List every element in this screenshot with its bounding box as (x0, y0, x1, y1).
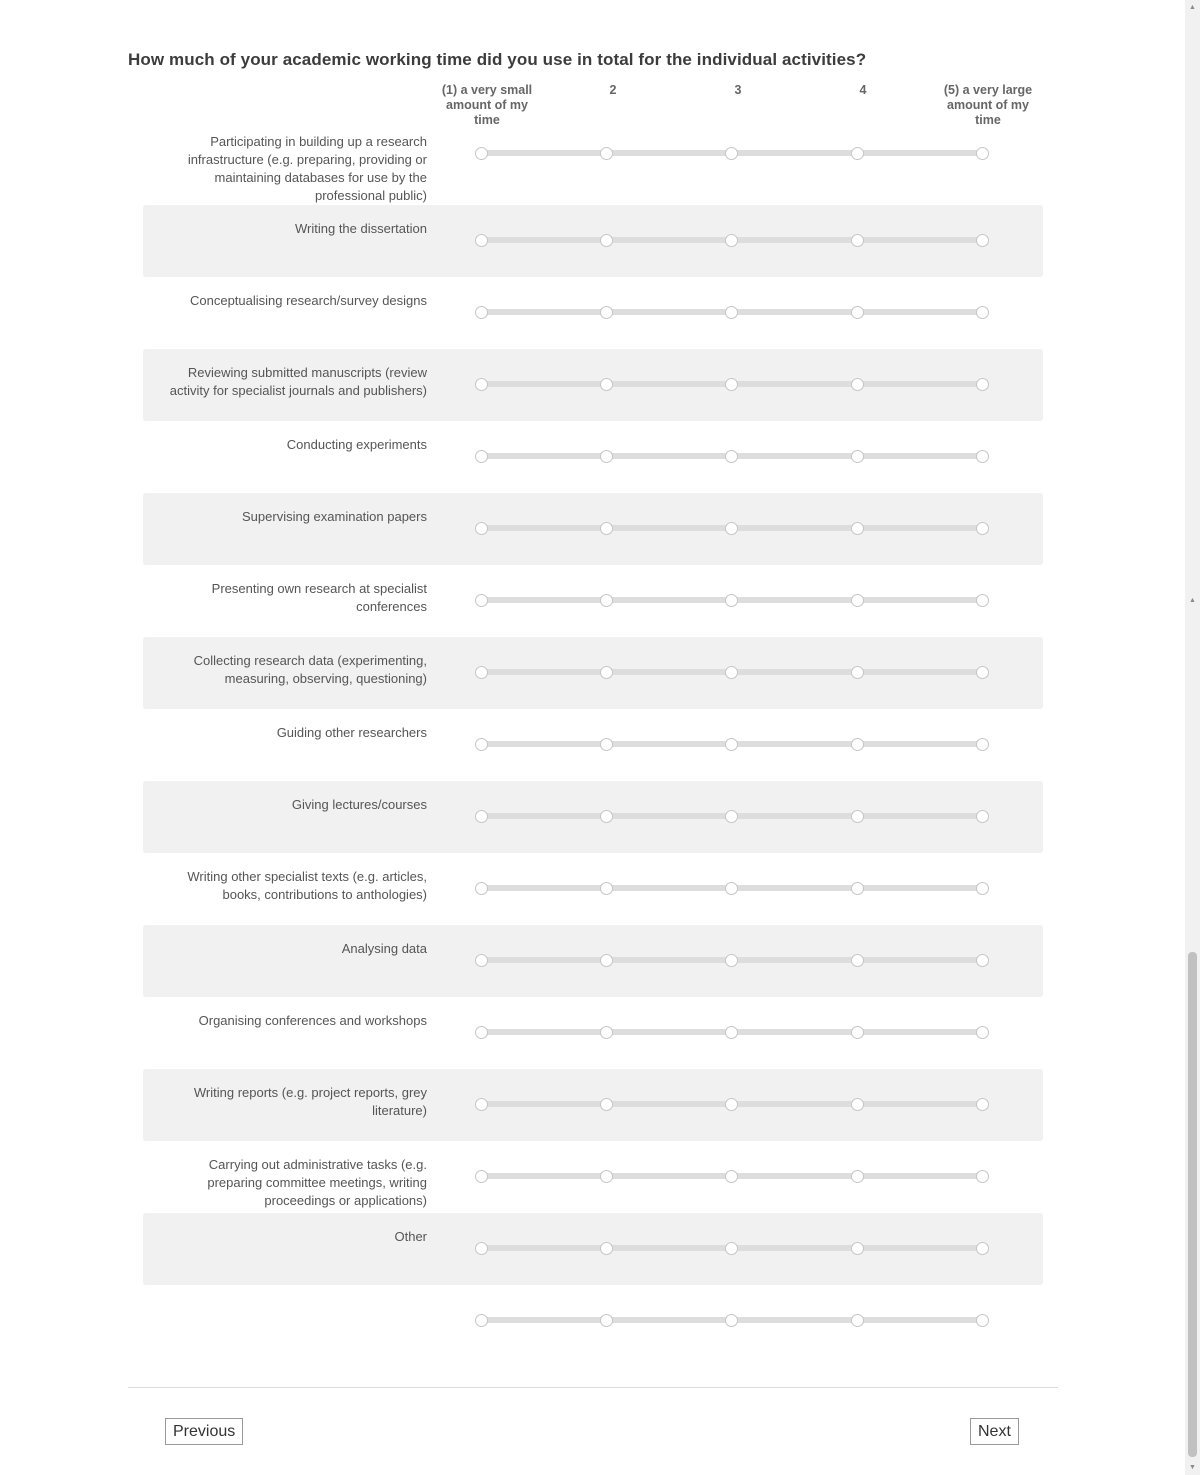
row-label: Writing other specialist texts (e.g. articles, books, contributions to anthologies) (187, 869, 427, 902)
rating-radio-2[interactable] (600, 522, 613, 535)
rating-radio-2[interactable] (600, 594, 613, 607)
rating-radio-4[interactable] (851, 1098, 864, 1111)
row-label: Supervising examination papers (242, 509, 427, 524)
rating-radio-5[interactable] (976, 234, 989, 247)
rating-radio-1[interactable] (475, 1026, 488, 1039)
rating-radio-3[interactable] (725, 1314, 738, 1327)
rating-radio-5[interactable] (976, 666, 989, 679)
rating-radio-5[interactable] (976, 738, 989, 751)
scroll-up-arrow-icon[interactable]: ▲ (1189, 4, 1196, 11)
rating-radio-2[interactable] (600, 378, 613, 391)
rating-radio-3[interactable] (725, 234, 738, 247)
row-label: Reviewing submitted manuscripts (review activity for specialist journals and publishers) (169, 365, 427, 398)
rating-radio-2[interactable] (600, 954, 613, 967)
previous-button[interactable]: Previous (165, 1418, 243, 1445)
rating-radio-1[interactable] (475, 522, 488, 535)
row-label: Collecting research data (experimenting, measuring, observing, questioning) (193, 653, 427, 686)
rating-radio-3[interactable] (725, 1170, 738, 1183)
matrix-row (143, 1213, 1043, 1285)
row-label: Presenting own research at specialist conferences (211, 581, 427, 614)
rating-radio-3[interactable] (725, 306, 738, 319)
rating-radio-1[interactable] (475, 738, 488, 751)
rating-radio-5[interactable] (976, 594, 989, 607)
rating-radio-5[interactable] (976, 450, 989, 463)
rating-radio-1[interactable] (475, 1170, 488, 1183)
rating-radio-1[interactable] (475, 594, 488, 607)
scroll-down-arrow-icon[interactable]: ▼ (1189, 1464, 1196, 1471)
scale-label-5: (5) a very large amount of my time (943, 83, 1033, 127)
rating-radio-1[interactable] (475, 1098, 488, 1111)
rating-radio-5[interactable] (976, 1242, 989, 1255)
rating-radio-1[interactable] (475, 882, 488, 895)
rating-radio-5[interactable] (976, 882, 989, 895)
rating-radio-3[interactable] (725, 738, 738, 751)
footer-divider (128, 1387, 1058, 1388)
row-label: Guiding other researchers (276, 725, 427, 740)
matrix-row (143, 997, 1043, 1069)
rating-radio-4[interactable] (851, 810, 864, 823)
rating-radio-4[interactable] (851, 147, 864, 160)
rating-radio-3[interactable] (725, 1026, 738, 1039)
next-button[interactable]: Next (970, 1418, 1019, 1445)
matrix-row (143, 1069, 1043, 1141)
rating-radio-4[interactable] (851, 1314, 864, 1327)
scale-label-3: 3 (734, 83, 742, 97)
rating-radio-1[interactable] (475, 666, 488, 679)
vertical-scrollbar[interactable] (1185, 0, 1200, 1475)
rating-radio-4[interactable] (851, 594, 864, 607)
rating-radio-1[interactable] (475, 306, 488, 319)
question-title: How much of your academic working time did you use in total for the individual activities? (128, 50, 867, 69)
rating-radio-4[interactable] (851, 882, 864, 895)
rating-radio-1[interactable] (475, 1314, 488, 1327)
rating-radio-3[interactable] (725, 522, 738, 535)
matrix-row (143, 565, 1043, 637)
scale-header (0, 83, 1185, 133)
rating-radio-5[interactable] (976, 1170, 989, 1183)
row-label: Analysing data (341, 941, 427, 956)
rating-radio-4[interactable] (851, 954, 864, 967)
rating-radio-4[interactable] (851, 1242, 864, 1255)
rating-radio-5[interactable] (976, 954, 989, 967)
rating-radio-5[interactable] (976, 378, 989, 391)
row-label: Organising conferences and workshops (198, 1013, 427, 1028)
rating-radio-1[interactable] (475, 954, 488, 967)
matrix-row (143, 277, 1043, 349)
matrix-row (143, 1285, 1043, 1357)
rating-radio-2[interactable] (600, 882, 613, 895)
rating-radio-2[interactable] (600, 234, 613, 247)
scroll-marker-icon: ▲ (1189, 597, 1196, 604)
matrix-row (143, 781, 1043, 853)
rating-radio-2[interactable] (600, 147, 613, 160)
matrix-row (143, 925, 1043, 997)
rating-radio-2[interactable] (600, 450, 613, 463)
scrollbar-thumb[interactable] (1188, 952, 1197, 1457)
matrix-row (143, 637, 1043, 709)
rating-radio-4[interactable] (851, 378, 864, 391)
row-label: Conducting experiments (286, 437, 427, 452)
row-label: Writing the dissertation (295, 221, 427, 236)
rating-radio-1[interactable] (475, 147, 488, 160)
rating-radio-4[interactable] (851, 522, 864, 535)
rating-radio-5[interactable] (976, 1098, 989, 1111)
rating-radio-3[interactable] (725, 1098, 738, 1111)
rating-radio-5[interactable] (976, 522, 989, 535)
rating-radio-4[interactable] (851, 450, 864, 463)
rating-radio-3[interactable] (725, 882, 738, 895)
row-label: Writing reports (e.g. project reports, grey literature) (193, 1085, 427, 1118)
matrix-row (143, 421, 1043, 493)
rating-radio-3[interactable] (725, 1242, 738, 1255)
row-label: Conceptualising research/survey designs (189, 293, 427, 308)
rating-radio-4[interactable] (851, 666, 864, 679)
rating-radio-4[interactable] (851, 234, 864, 247)
rating-radio-1[interactable] (475, 378, 488, 391)
row-label: Carrying out administrative tasks (e.g. preparing committee meetings, writing proceedings or applications) (207, 1157, 427, 1208)
rating-radio-3[interactable] (725, 954, 738, 967)
matrix-row (143, 133, 1043, 205)
scale-label-1: (1) a very small amount of my time (441, 83, 533, 127)
matrix-row (143, 853, 1043, 925)
rating-radio-5[interactable] (976, 306, 989, 319)
rating-radio-2[interactable] (600, 1098, 613, 1111)
rating-radio-2[interactable] (600, 1242, 613, 1255)
rating-radio-3[interactable] (725, 666, 738, 679)
matrix-row (143, 1141, 1043, 1213)
row-label: Other (394, 1229, 427, 1244)
rating-radio-2[interactable] (600, 666, 613, 679)
matrix-row (143, 205, 1043, 277)
rating-radio-3[interactable] (725, 594, 738, 607)
rating-radio-3[interactable] (725, 450, 738, 463)
row-label: Giving lectures/courses (291, 797, 427, 812)
rating-radio-5[interactable] (976, 1314, 989, 1327)
rating-radio-5[interactable] (976, 810, 989, 823)
rating-radio-2[interactable] (600, 810, 613, 823)
rating-radio-3[interactable] (725, 147, 738, 160)
rating-radio-1[interactable] (475, 1242, 488, 1255)
rating-radio-5[interactable] (976, 1026, 989, 1039)
rating-radio-3[interactable] (725, 378, 738, 391)
rating-radio-1[interactable] (475, 234, 488, 247)
rating-radio-2[interactable] (600, 1170, 613, 1183)
rating-radio-5[interactable] (976, 147, 989, 160)
rating-radio-4[interactable] (851, 738, 864, 751)
rating-radio-4[interactable] (851, 1170, 864, 1183)
rating-radio-3[interactable] (725, 810, 738, 823)
rating-radio-2[interactable] (600, 738, 613, 751)
rating-radio-1[interactable] (475, 810, 488, 823)
matrix-row (143, 709, 1043, 781)
rating-radio-2[interactable] (600, 1026, 613, 1039)
rating-radio-2[interactable] (600, 306, 613, 319)
scale-label-2: 2 (609, 83, 617, 97)
matrix-row (143, 493, 1043, 565)
rating-radio-4[interactable] (851, 306, 864, 319)
row-label: Participating in building up a research infrastructure (e.g. preparing, providing or maintaining databases for use by the professional public) (187, 134, 427, 203)
rating-radio-2[interactable] (600, 1314, 613, 1327)
matrix-row (143, 349, 1043, 421)
rating-radio-1[interactable] (475, 450, 488, 463)
rating-radio-4[interactable] (851, 1026, 864, 1039)
scale-label-4: 4 (859, 83, 867, 97)
